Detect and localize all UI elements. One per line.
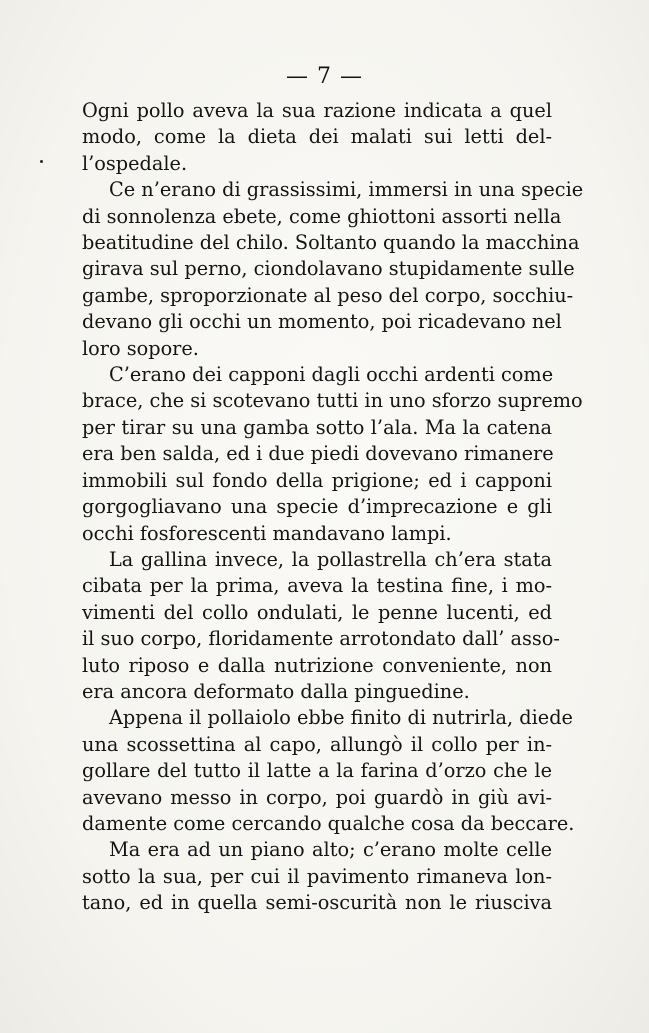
text-line: era ben salda, ed i due piedi dovevano rimanere	[82, 442, 554, 466]
paragraph	[82, 98, 552, 177]
text-line: devano gli occhi un momento, poi ricadevano nel	[82, 310, 562, 334]
text-line: damente come cercando qualche cosa da beccare.	[82, 811, 575, 835]
paragraph	[82, 177, 584, 362]
paragraph	[82, 705, 575, 837]
text-line: modo, come la dieta dei malati sui letti del-	[82, 125, 552, 149]
text-line: Ogni pollo aveva la sua razione indicata a quel	[82, 99, 552, 122]
text-line: loro sopore.	[82, 336, 199, 360]
text-line: cibata per la prima, aveva la testina fine, i mo-	[82, 574, 552, 598]
text-line: sotto la sua, per cui il pavimento rimaneva lon-	[82, 864, 552, 888]
text-line: per tirar su una gamba sotto l’ala. Ma la catena	[82, 415, 552, 439]
text-line: Ma era ad un piano alto; c’erano molte celle	[109, 838, 552, 862]
text-line: il suo corpo, floridamente arrotondato dall’ asso-	[82, 627, 560, 651]
paragraph	[82, 547, 560, 705]
text-line: gambe, sproporzionate al peso del corpo, socchiu-	[82, 283, 574, 307]
text-line: immobili sul fondo della prigione; ed i capponi	[82, 468, 552, 492]
body-text	[82, 98, 584, 917]
text-line: gorgogliavano una specie d’imprecazione e gli	[82, 495, 552, 519]
text-line: occhi fosforescenti mandavano lampi.	[82, 521, 452, 545]
text-line: di sonnolenza ebete, come ghiottoni assorti nella	[82, 204, 562, 228]
text-line: avevano messo in corpo, poi guardò in giù avi-	[82, 785, 552, 809]
text-line: l’ospedale.	[82, 151, 188, 175]
text-line: beatitudine del chilo. Soltanto quando la macchina	[82, 231, 580, 255]
text-line: girava sul perno, ciondolavano stupidamente sulle	[82, 257, 575, 281]
paragraph	[82, 837, 552, 916]
text-line: C’erano dei capponi dagli occhi ardenti come	[109, 363, 554, 387]
text-line: Ce n’erano di grassissimi, immersi in una specie	[109, 178, 584, 202]
ink-speck	[40, 160, 43, 163]
paragraph	[82, 362, 583, 547]
text-line: brace, che si scotevano tutti in uno sforzo supremo	[82, 389, 583, 413]
page-number: — 7 —	[286, 64, 363, 89]
text-line: vimenti del collo ondulati, le penne lucenti, ed	[82, 600, 552, 624]
text-line: una scossettina al capo, allungò il collo per in-	[82, 732, 552, 756]
text-line: tano, ed in quella semi-oscurità non le riusciva	[82, 891, 552, 915]
text-line: luto riposo e dalla nutrizione conveniente, non	[82, 653, 552, 677]
text-line: gollare del tutto il latte a la farina d’orzo che le	[82, 759, 552, 783]
text-line: Appena il pollaiolo ebbe finito di nutrirla, diede	[109, 706, 573, 730]
text-line: La gallina invece, la pollastrella ch’era stata	[109, 547, 552, 571]
text-line: era ancora deformato dalla pinguedine.	[82, 679, 470, 703]
